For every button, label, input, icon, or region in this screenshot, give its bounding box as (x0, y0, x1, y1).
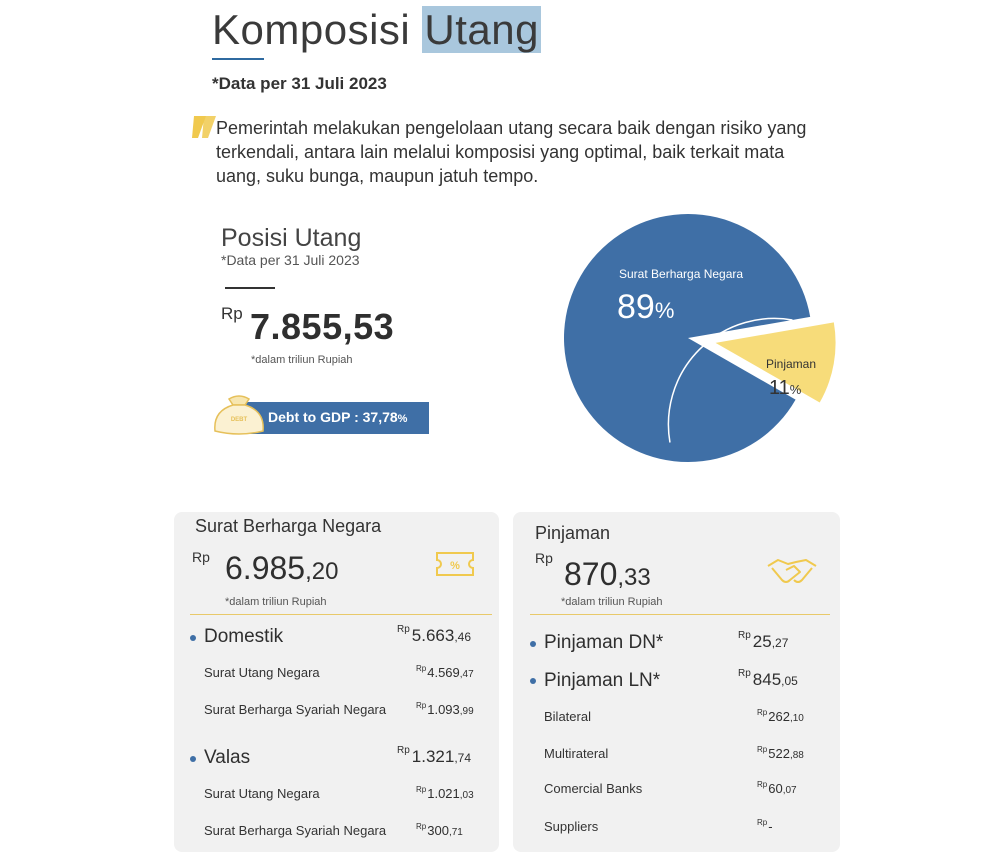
sbn-row-domestik: Domestik (204, 626, 284, 647)
sbn-row-sun-domestik: Surat Utang Negara (204, 665, 320, 680)
pinjaman-amount-bilateral (757, 709, 804, 724)
amount-int: 845 (752, 670, 782, 689)
page-title (212, 6, 541, 54)
pinjaman-card-title: Pinjaman (535, 523, 611, 543)
date-note: *Data per 31 Juli 2023 (212, 74, 387, 93)
bullet-dot (530, 641, 536, 647)
sbn-amount-sun-valas (416, 786, 474, 801)
amount-int: 300 (427, 823, 449, 838)
quote-text: Pemerintah melakukan pengelolaan utang secara baik dengan risiko yang terkendali, antara lain melalui komposisi yang optimal, baik terkait mata uang, suku bunga, maupun jatuh tempo. (216, 118, 807, 186)
bullet-dot (190, 635, 196, 641)
rp-label: Rp (757, 780, 768, 789)
pinjaman-amount-multirateral (757, 746, 804, 761)
pinjaman-amount-suppliers (757, 819, 773, 834)
rp-label: Rp (757, 745, 768, 754)
rp-label: Rp (416, 785, 427, 794)
rp-label: Rp (397, 745, 410, 756)
pie-chart (555, 212, 845, 472)
posisi-title: Posisi Utang (221, 224, 362, 252)
amount-int: 60 (768, 781, 783, 796)
sbn-amount-sbsn-valas (416, 823, 463, 838)
pie-value-sbn: 89% (617, 288, 675, 326)
amount-dec: ,05 (781, 674, 798, 688)
sbn-amount-domestik (397, 626, 471, 646)
sbn-amount-sbsn-domestik (416, 702, 474, 717)
rp-label: Rp (397, 624, 410, 635)
amount-dec: ,74 (454, 751, 472, 765)
pinjaman-row-dn: Pinjaman DN* (544, 632, 664, 653)
pinjaman-total-int: 870 (564, 556, 618, 592)
pinjaman-row-commercial-banks: Comercial Banks (544, 781, 643, 796)
pinjaman-total (564, 556, 651, 593)
sbn-total-int: 6.985 (225, 550, 306, 586)
sbn-divider (190, 614, 492, 615)
sbn-currency: Rp (192, 549, 210, 565)
posisi-date-note: *Data per 31 Juli 2023 (221, 252, 360, 268)
pinjaman-total-dec: ,33 (617, 564, 651, 591)
posisi-currency: Rp (221, 304, 243, 323)
svg-text:%: % (450, 560, 460, 572)
sbn-amount-valas (397, 747, 471, 767)
amount-dec: ,27 (771, 636, 789, 650)
pinjaman-divider (530, 614, 830, 615)
sbn-row-valas: Valas (204, 747, 251, 768)
title-text: Komposisi (212, 6, 423, 53)
title-underline (212, 58, 264, 60)
amount-dec: ,10 (789, 713, 804, 724)
rp-label: Rp (416, 664, 427, 673)
gdp-value: Debt to GDP : 37,78 (268, 409, 398, 425)
bullet-dot (530, 678, 536, 684)
pinjaman-currency: Rp (535, 550, 553, 566)
debt-icon-label: DEBT (230, 417, 248, 423)
rp-label: Rp (738, 630, 751, 641)
gdp-pct-sign: % (397, 413, 408, 425)
pinjaman-row-ln: Pinjaman LN* (544, 670, 661, 691)
amount-int: 262 (768, 709, 790, 724)
pinjaman-unit-note: *dalam triliun Rupiah (561, 596, 663, 608)
amount-dec: ,47 (459, 669, 474, 680)
pie-value-pinjaman: 11% (769, 377, 802, 399)
rp-label: Rp (416, 701, 427, 710)
rp-label: Rp (757, 708, 768, 717)
amount-int: 522 (768, 746, 790, 761)
sbn-row-sbsn-valas: Surat Berharga Syariah Negara (204, 823, 387, 838)
amount-int: 5.663 (411, 626, 455, 645)
pie-label-sbn: Surat Berharga Negara (619, 267, 744, 281)
pinjaman-amount-dn (738, 632, 788, 652)
posisi-unit-note: *dalam triliun Rupiah (251, 354, 353, 366)
amount-dec: ,99 (459, 706, 474, 717)
amount-dec: ,71 (448, 827, 463, 838)
ticket-icon (434, 549, 476, 579)
sbn-row-sbsn-domestik: Surat Berharga Syariah Negara (204, 702, 387, 717)
rp-label: Rp (416, 822, 427, 831)
pinjaman-amount-commercial-banks (757, 781, 797, 796)
rp-label: Rp (757, 818, 768, 827)
handshake-icon (766, 554, 818, 588)
pinjaman-amount-ln (738, 670, 798, 690)
sbn-card-title: Surat Berharga Negara (195, 516, 382, 536)
pinjaman-row-bilateral: Bilateral (544, 709, 591, 724)
bullet-dot (190, 756, 196, 762)
amount-dec: ,07 (782, 785, 797, 796)
sbn-unit-note: *dalam triliun Rupiah (225, 596, 327, 608)
posisi-value: 7.855,53 (250, 306, 395, 347)
sbn-total-dec: ,20 (305, 558, 339, 585)
pie-unit-pinjaman: % (789, 382, 802, 397)
posisi-divider (225, 287, 275, 289)
quote-mark-icon (190, 112, 218, 142)
amount-int: 1.093 (427, 702, 460, 717)
rp-label: Rp (738, 668, 751, 679)
amount-int: 1.321 (411, 747, 455, 766)
amount-int: 25 (752, 632, 772, 651)
amount-int: 1.021 (427, 786, 460, 801)
money-bag-icon (209, 391, 269, 437)
amount-int: 4.569 (427, 665, 460, 680)
amount-dec: ,88 (789, 750, 804, 761)
sbn-total (225, 550, 338, 587)
pinjaman-row-multirateral: Multirateral (544, 746, 609, 761)
title-highlight: Utang (424, 6, 539, 53)
pinjaman-row-suppliers: Suppliers (544, 819, 599, 834)
amount-int: - (768, 819, 773, 834)
sbn-row-sun-valas: Surat Utang Negara (204, 786, 320, 801)
sbn-amount-sun-domestik (416, 665, 474, 680)
debt-to-gdp-label (268, 409, 407, 425)
amount-dec: ,46 (454, 630, 472, 644)
pie-label-pinjaman: Pinjaman (766, 357, 817, 371)
amount-dec: ,03 (459, 790, 474, 801)
pie-unit-sbn: % (654, 298, 675, 323)
